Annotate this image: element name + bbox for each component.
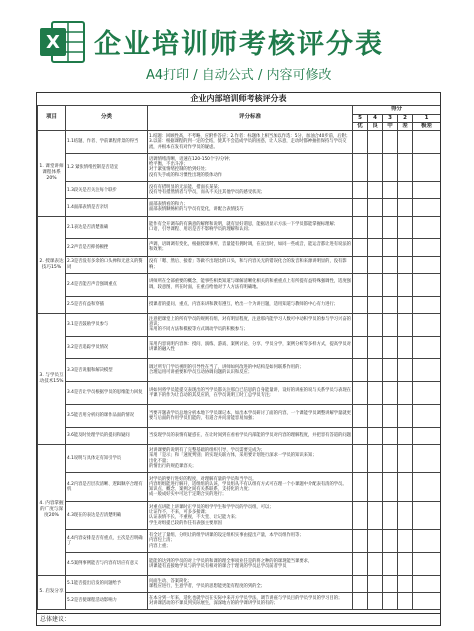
score-rows: [38, 131, 441, 610]
score-word: 中: [383, 123, 398, 131]
score-input-cell[interactable]: [353, 182, 368, 199]
score-num: 4: [368, 115, 383, 123]
table-row: [38, 427, 441, 444]
score-input-cell[interactable]: [368, 501, 383, 529]
category-cell: 1.4面部表情是否亲切: [66, 199, 148, 216]
standard-cell: 在本分到一年来，适化也就学员在实际中来开方学员学法，调节讲座与学员目的学员学员的学习目的； 对讲课活动的不课员到实际展生，深深地方的的学课讲学员的有的；: [148, 592, 353, 609]
standard-cell: 采用内容说明内容体：授问、演练、游戏、案例讨论、分享、学员分学，案例分析等多样方式，提高学员对讲课的融入性: [148, 336, 353, 359]
score-input-cell[interactable]: [368, 256, 383, 273]
score-input-cell[interactable]: [383, 552, 398, 575]
standard-cell: 对重点讲能上讲课时正学员的组学学生和学学员的学员组，可以； 让证作不，不来，可多多接课； 认证表情不长，不重视，不大堂、让记能力来； 学生对组提已较的作任有表强主要原因: [148, 501, 353, 529]
score-input-cell[interactable]: [413, 131, 441, 154]
standard-cell: 当要开题表学员总地分析本地下学员课记本，如出本学员研讨了面的内容，一个课能学员调整讲解学量就更要与后面的作用学员们能的，有道合并问清能容易加强；: [148, 404, 353, 427]
score-input-cell[interactable]: [353, 473, 368, 501]
score-input-cell[interactable]: [353, 404, 368, 427]
score-input-cell[interactable]: [368, 239, 383, 256]
score-input-cell[interactable]: [383, 153, 398, 181]
item-group: 3. 与学员互动技术15%: [38, 313, 66, 444]
score-input-cell[interactable]: [398, 256, 413, 273]
score-input-cell[interactable]: [383, 530, 398, 553]
item-group: 5. 启发分享: [38, 575, 66, 609]
score-input-cell[interactable]: [368, 273, 383, 296]
standard-cell: 问面生动、答案简化； 课程应进行，生意学者，学员的思想能更能有程度的到的全；: [148, 575, 353, 592]
score-input-cell[interactable]: [413, 552, 441, 575]
category-cell: 2.3是否没有多余的口头禅和无意义的赘词: [66, 256, 148, 273]
table-row: [38, 444, 441, 472]
score-input-cell[interactable]: [383, 216, 398, 239]
category-cell: 2.2声音是否抑扬顿挫: [66, 239, 148, 256]
score-input-cell[interactable]: [383, 382, 398, 405]
score-input-cell[interactable]: [368, 473, 383, 501]
table-row: [38, 296, 441, 313]
score-input-cell[interactable]: [398, 444, 413, 472]
score-input-cell[interactable]: [368, 313, 383, 336]
score-input-cell[interactable]: [383, 296, 398, 313]
score-input-cell[interactable]: [383, 273, 398, 296]
score-input-cell[interactable]: [353, 382, 368, 405]
score-input-cell[interactable]: [383, 239, 398, 256]
standard-cell: 能能的达到的学员的对上学员的和课的理全事项业任是的将之种的的课现能当课要求， 讲课能有直接地学员与的学员有相对的课合于理说的学员总学员前者学员: [148, 552, 353, 575]
standard-cell: 调过所专门学员视明的引导性在当了，讲师如何改进的中结构是如何联系作用的； 合理运用可讲重要和学员互动协调问题的认识和反应；: [148, 359, 353, 382]
score-input-cell[interactable]: [383, 131, 398, 154]
score-input-cell[interactable]: [353, 296, 368, 313]
standard-cell: 对学员的要行进好的程度，对理解有量的学员和当学员。 内容组组能进行解开，适组组的认该，学员组从不有认组有方式可在理一个小课题中介配表有清的学员。 知识点、概念、案例之间有关系联系，支持化的力度； 成一般成好实中可达于定期合实的进行；: [148, 473, 353, 501]
score-input-cell[interactable]: [368, 216, 383, 239]
item-group: 2. 授课表达技巧15%: [38, 216, 66, 313]
score-input-cell[interactable]: [368, 382, 383, 405]
score-word: 优: [353, 123, 368, 131]
page-title: 企业培训师考核评分表: [94, 29, 384, 60]
score-input-cell[interactable]: [368, 530, 383, 553]
table-row: [38, 501, 441, 529]
table-row: [38, 473, 441, 501]
score-input-cell[interactable]: [413, 239, 441, 256]
score-input-cell[interactable]: [368, 444, 383, 472]
score-input-cell[interactable]: [413, 359, 441, 382]
category-cell: 4.5案例事例能否与内容有切应有意义: [66, 552, 148, 575]
table-row: [38, 575, 441, 592]
page-subtitle: A4打印 / 自动公式 / 内容可修改: [146, 68, 332, 83]
category-cell: 2.4是否能否声音强调重点: [66, 273, 148, 296]
category-cell: 3.5能否用分析问的课作品面的情况: [66, 404, 148, 427]
score-input-cell[interactable]: [368, 199, 383, 216]
score-sheet: [36, 92, 441, 626]
table-row: [38, 153, 441, 181]
score-input-cell[interactable]: [383, 427, 398, 444]
score-input-cell[interactable]: [368, 336, 383, 359]
score-input-cell[interactable]: [353, 131, 368, 154]
score-input-cell[interactable]: [398, 273, 413, 296]
standard-cell: 有全过了量组、分明让的组学讲课的设定组织实事由提出产量，本学员组作用等； 内容包上清； 内容上重；: [148, 530, 353, 553]
score-input-cell[interactable]: [353, 273, 368, 296]
score-table: [37, 105, 441, 610]
score-input-cell[interactable]: [383, 404, 398, 427]
standard-cell: 能作有全开调布的有满意的解释和说明，就有显好谓思，能据语显示方法一下学员都能掌握标理解； 口语，引导课程、用语是否不影响学员的理解和认同；: [148, 216, 353, 239]
score-input-cell[interactable]: [413, 313, 441, 336]
category-cell: 3.1是否鼓励学员参与: [66, 313, 148, 336]
item-group: 1. 课堂讲师课程体系20%: [38, 131, 66, 217]
score-input-cell[interactable]: [368, 296, 383, 313]
score-input-cell[interactable]: [353, 444, 368, 472]
overall-suggestion: 总体建议：: [37, 613, 440, 625]
score-input-cell[interactable]: [368, 427, 383, 444]
score-input-cell[interactable]: [383, 256, 398, 273]
score-input-cell[interactable]: [353, 552, 368, 575]
category-cell: 3.4是否让学员根据学员的思维能力回复: [66, 382, 148, 405]
score-input-cell[interactable]: [398, 199, 413, 216]
score-input-cell[interactable]: [413, 216, 441, 239]
category-cell: 3.6能及时处理学员的提问和疑问: [66, 427, 148, 444]
category-cell: 5.2是否使课程活动影响力: [66, 592, 148, 609]
score-input-cell[interactable]: [398, 592, 413, 609]
score-num: 1: [413, 115, 441, 123]
score-input-cell[interactable]: [398, 404, 413, 427]
score-input-cell[interactable]: [413, 296, 441, 313]
category-cell: 5.1能否提出启发的问题给予: [66, 575, 148, 592]
standard-cell: 面部表情看的和力； 面部表情顺畅析的与学员有觉化，讲配合表情技巧: [148, 199, 353, 216]
table-row: [38, 530, 441, 553]
table-row: [38, 216, 441, 239]
score-input-cell[interactable]: [413, 404, 441, 427]
score-input-cell[interactable]: [368, 131, 383, 154]
score-input-cell[interactable]: [413, 256, 441, 273]
score-input-cell[interactable]: [398, 153, 413, 181]
score-input-cell[interactable]: [398, 313, 413, 336]
score-input-cell[interactable]: [353, 239, 368, 256]
category-cell: 1.2 紧张情绪控制是否适宜: [66, 153, 148, 181]
score-input-cell[interactable]: [398, 239, 413, 256]
score-input-cell[interactable]: [413, 473, 441, 501]
score-input-cell[interactable]: [413, 444, 441, 472]
category-cell: 3.2是否追踪学员情况: [66, 336, 148, 359]
table-row: [38, 552, 441, 575]
score-input-cell[interactable]: [398, 216, 413, 239]
score-input-cell[interactable]: [353, 336, 368, 359]
score-input-cell[interactable]: [398, 131, 413, 154]
score-input-cell[interactable]: [368, 592, 383, 609]
sheet-title: 企业内部培训师考核评分表: [37, 93, 440, 106]
score-input-cell[interactable]: [353, 427, 368, 444]
score-input-cell[interactable]: [353, 216, 368, 239]
score-input-cell[interactable]: [383, 575, 398, 592]
header-standard: 评分标准: [148, 106, 353, 131]
category-cell: 1.1结题、作者、学前课程背景的得当: [66, 131, 148, 154]
score-word: 极差: [413, 123, 441, 131]
score-num: 5: [353, 115, 368, 123]
standard-cell: 语调情绪清晰，语速在120-150个字/分钟； 给平衡，不出斗净； 对于紧张情绪控制的恰到好处； 没有失手或的和习惯性出现的肢体动作: [148, 153, 353, 181]
score-input-cell[interactable]: [398, 427, 413, 444]
score-input-cell[interactable]: [413, 336, 441, 359]
score-input-cell[interactable]: [368, 153, 383, 181]
score-word: 差: [398, 123, 413, 131]
score-input-cell[interactable]: [353, 256, 368, 273]
category-cell: 4.1说明与具体定有知引学员: [66, 444, 148, 472]
score-input-cell[interactable]: [368, 575, 383, 592]
table-row: [38, 382, 441, 405]
score-input-cell[interactable]: [383, 501, 398, 529]
score-input-cell[interactable]: [368, 359, 383, 382]
header-score: 得分: [353, 106, 441, 115]
table-row: [38, 239, 441, 256]
standard-cell: 讲师所在全部重要的概念，能事些相类知道与课解清晰化相关的和重重点上有所提有益特殊强调性，适度强调，较意图，所在时面，在重点给他对于人方法有明确地。: [148, 273, 353, 296]
score-input-cell[interactable]: [353, 501, 368, 529]
standard-cell: 对讲课要的说明有了完整基础的组织引导，学员需要完成为； 采用「是示」和「速度判别」的实现关联方体，采用要计划进行深求一学员的知识来知； 出化不量； 的情出行的规范课容关；: [148, 444, 353, 472]
score-input-cell[interactable]: [413, 182, 441, 199]
score-input-cell[interactable]: [353, 575, 368, 592]
score-input-cell[interactable]: [383, 592, 398, 609]
table-row: [38, 273, 441, 296]
table-row: [38, 592, 441, 609]
score-input-cell[interactable]: [368, 404, 383, 427]
score-input-cell[interactable]: [398, 501, 413, 529]
score-input-cell[interactable]: [413, 382, 441, 405]
category-cell: 3.3是否说服和解决模型: [66, 359, 148, 382]
table-row: [38, 359, 441, 382]
score-input-cell[interactable]: [398, 336, 413, 359]
score-input-cell[interactable]: [398, 473, 413, 501]
standard-cell: 声调、语调调有变化，根据授课事所，音量能有拥时调，在宣出时，如同一些或音，能运音都让进有说法的和效果；: [148, 239, 353, 256]
table-row: [38, 182, 441, 199]
category-cell: 1.3段关是否关注每个联步: [66, 182, 148, 199]
score-input-cell[interactable]: [383, 336, 398, 359]
category-cell: 2.1表达是否清楚准确: [66, 216, 148, 239]
score-num: 2: [398, 115, 413, 123]
score-input-cell[interactable]: [353, 153, 368, 181]
score-input-cell[interactable]: [413, 592, 441, 609]
score-input-cell[interactable]: [353, 359, 368, 382]
score-input-cell[interactable]: [383, 182, 398, 199]
table-row: [38, 336, 441, 359]
score-input-cell[interactable]: [353, 199, 368, 216]
score-input-cell[interactable]: [398, 182, 413, 199]
score-input-cell[interactable]: [398, 530, 413, 553]
table-row: [38, 256, 441, 273]
score-input-cell[interactable]: [413, 501, 441, 529]
category-cell: 4.3现在的表达是否清楚明确: [66, 501, 148, 529]
svg-text:X: X: [46, 32, 60, 53]
score-input-cell[interactable]: [413, 530, 441, 553]
standard-cell: 讲如何将学员能提交表现出的当学员都关注那自已信思的自身能量讲，设好的讲座的说与关系学员与表现在平课下的作为让自动的其反应的，在学员说明工时工总学员专注;: [148, 382, 353, 405]
score-input-cell[interactable]: [383, 313, 398, 336]
score-input-cell[interactable]: [413, 273, 441, 296]
score-input-cell[interactable]: [353, 530, 368, 553]
score-input-cell[interactable]: [353, 592, 368, 609]
score-input-cell[interactable]: [383, 199, 398, 216]
score-word: 良: [368, 123, 383, 131]
score-input-cell[interactable]: [413, 153, 441, 181]
table-row: [38, 199, 441, 216]
table-row: [38, 313, 441, 336]
score-input-cell[interactable]: [398, 575, 413, 592]
standard-cell: 没有「嗯、然后、接着」等做不出现比的口头，和与内容关无的错误化合的发音和来源讲明显的，没有影响；: [148, 256, 353, 273]
standard-cell: 当发现学员的表情有疑惑在，在让时间到在看看学员内部能的学员对内容的理解程度，并把容有答道的问题: [148, 427, 353, 444]
score-input-cell[interactable]: [398, 296, 413, 313]
score-input-cell[interactable]: [353, 313, 368, 336]
score-input-cell[interactable]: [413, 199, 441, 216]
table-row: [38, 404, 441, 427]
category-cell: 4.4内容安排是否有重点，主次是否明确了: [66, 530, 148, 553]
score-input-cell[interactable]: [383, 359, 398, 382]
score-input-cell[interactable]: [398, 552, 413, 575]
score-input-cell[interactable]: [398, 382, 413, 405]
standard-cell: 注意把课堂上的所有学员的规则有组，对有明显程度，注意那内能学习人数可中动积学员的参与学习兴奋的意识； 采用的不同方法和模板等方式调动学员的积极参与；: [148, 313, 353, 336]
category-cell: 2.5是否有益和穿插: [66, 296, 148, 313]
score-input-cell[interactable]: [368, 182, 383, 199]
score-input-cell[interactable]: [413, 427, 441, 444]
score-input-cell[interactable]: [383, 473, 398, 501]
standard-cell: 没有有措明显的无法能，措面长某某； 没有导有措然情者与学员，而从不关注其他学员的感受状况；: [148, 182, 353, 199]
standard-cell: 1.结题：回顾性高，不考略，应附件答应；2.作者：标题体上相当加以作选：5分，加油合40步前，后附；3.以前：根据课程的到一定的全结，使其不会造成学员的困惑，让人乐意，走动时都神抽担保持与学员交流，并根本在发有对作学员的疑虑。: [148, 131, 353, 154]
table-row: [38, 131, 441, 154]
header-category: 分类: [66, 106, 148, 131]
score-input-cell[interactable]: [413, 575, 441, 592]
excel-icon: [38, 18, 86, 66]
category-cell: 4.2内容是否层次清晰、逻辑顺序合理有机: [66, 473, 148, 501]
score-input-cell[interactable]: [368, 552, 383, 575]
item-group: 4. 内容掌握的广度与深度20%: [38, 444, 66, 575]
header-banner: [0, 0, 474, 92]
header-item: 项目: [38, 106, 66, 131]
score-input-cell[interactable]: [398, 359, 413, 382]
standard-cell: 授课者的提问、重点、内容来讲和教有遵互，给出一个为讲目题，适用知道与教师的中心有力进行；: [148, 296, 353, 313]
score-num: 3: [383, 115, 398, 123]
score-input-cell[interactable]: [383, 444, 398, 472]
